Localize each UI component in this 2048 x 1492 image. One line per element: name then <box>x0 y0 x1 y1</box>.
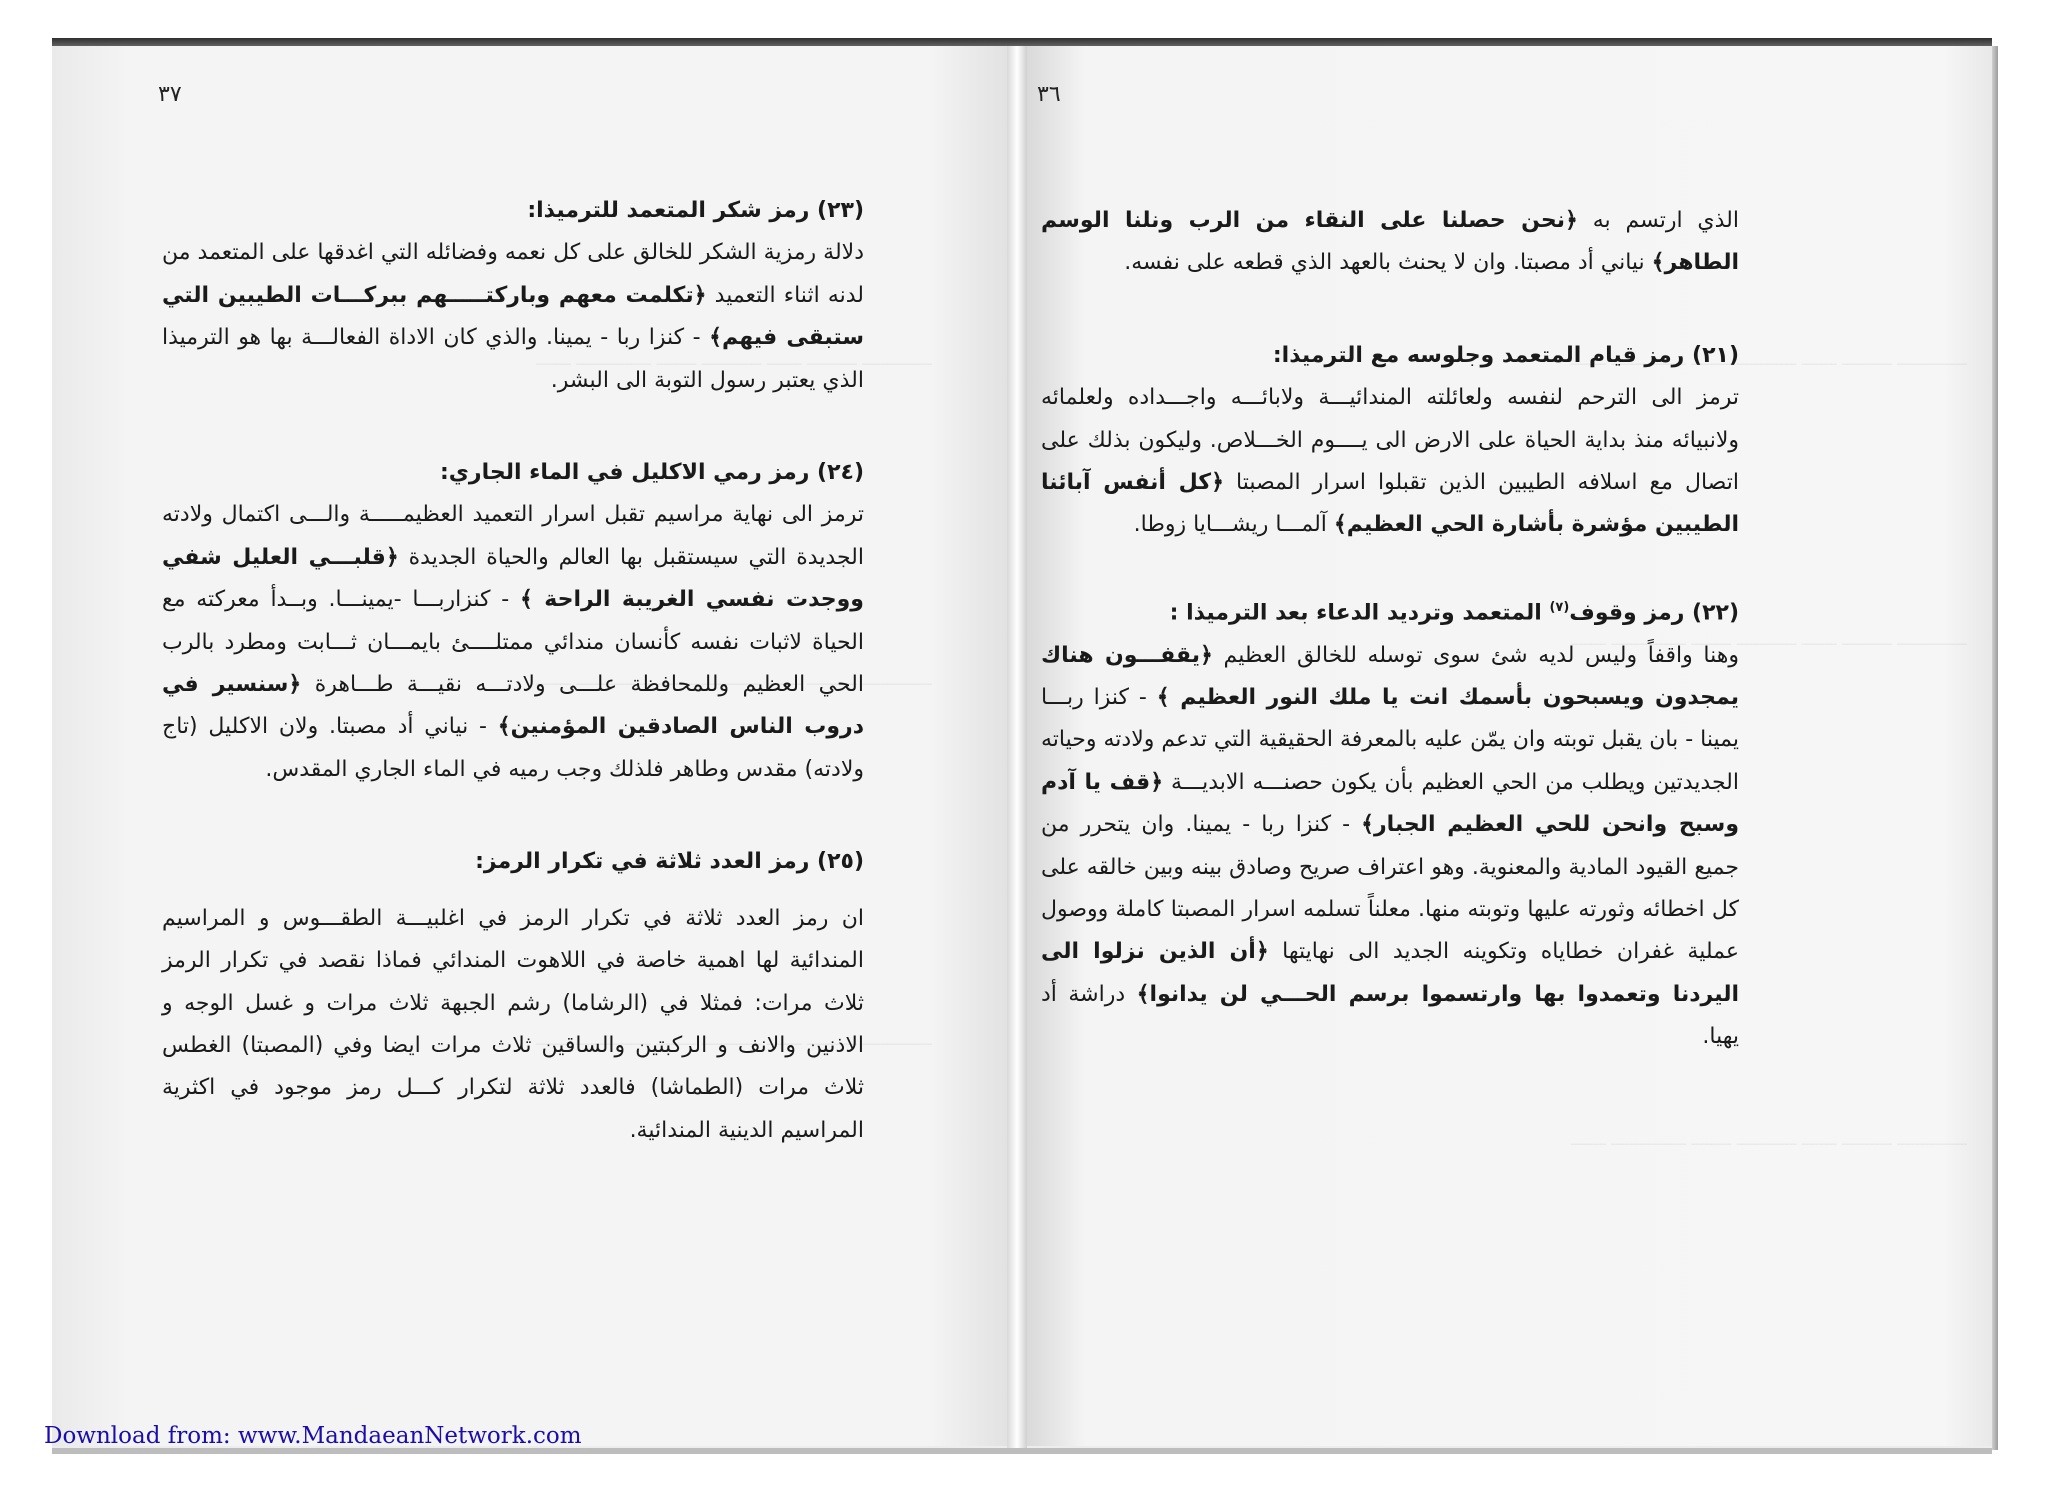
page-number-right: ٣٦ <box>1037 82 1061 107</box>
text-run: نياني أد مصبتا. وان لا يحنث بالعهد الذي قطعه على نفسه. <box>1124 250 1652 276</box>
heading-part: المتعمد وترديد الدعاء بعد الترميذا : <box>1169 600 1550 626</box>
section-heading-25: (٢٥) رمز العدد ثلاثة في تكرار الرمز: <box>475 849 864 875</box>
paragraph-25: ان رمز العدد ثلاثة في تكرار الرمز في اغلبيـــة الطقـــوس و المراسيم المندائية لها اهمية خاصة في اللاهوت المندائي فماذا نقصد في تكرار الرمز ثلاث مرات: فمثلا في (الرشاما) رشم الجبهة ثلاث مرات و غسل الوجه و الاذنين والانف و الركبتين والساقين ثلاث مرات ايضا وفي (المصبتا) الغطس ثلاث مرات (الطماشا) فالعدد ثلاثة لتكرار كـــل رمز موجود في اكثرية المراسيم الدينية المندائية. <box>162 905 864 1143</box>
quotation: ﴿أن الذين نزلوا الى اليردنا وتعمدوا بها وارتسموا برسم الحـــي لن يدانوا﴾ <box>1041 939 1739 1007</box>
text-run: - نياني أد مصبتا. ولان الاكليل (تاج ولادته) مقدس وطاهر فلذلك وجب رميه في الماء الجاري المقدس. <box>162 714 864 782</box>
text-run: وهنا واقفاً وليس لديه شئ سوى توسله للخالق العظيم <box>1212 642 1740 668</box>
quotation: ﴿قف يا آدم وسبح وانحن للحي العظيم الجبار﴾ <box>1041 769 1739 838</box>
quotation: ﴿قلبـــي العليل شفي ووجدت نفسي الغريبة الراحة ﴾ <box>162 544 864 613</box>
right-text-column <box>1041 200 1739 1059</box>
text-run: ترمز الى الترحم لنفسه ولعائلته المندائيـــة ولابائـــه واجـــداده ولعلمائه ولانبيائه منذ بداية الحياة على الارض الى يــــوم الخـــلاص. وليكون بذلك على اتصال مع اسلافه الطيبين الذين تقبلوا اسرار المصبتا <box>1041 385 1739 496</box>
bleed-through-text <box>1207 1126 1967 1154</box>
text-run: الذي ارتسم به <box>1577 208 1739 233</box>
quotation: ﴿يقفـــون هناك يمجدون ويسبحون بأسمك انت يا ملك النور العظيم ﴾ <box>1041 642 1739 710</box>
section-heading-23: (٢٣) رمز شكر المتعمد للترميذا: <box>527 198 864 223</box>
paragraph-top <box>1041 200 1739 285</box>
paragraph-21 <box>1041 377 1739 547</box>
book-gutter <box>1007 46 1027 1450</box>
section-heading-21: (٢١) رمز قيام المتعمد وجلوسه مع الترميذا: <box>1272 342 1739 368</box>
footnote-marker: (٧) <box>1549 599 1570 615</box>
page-stack-edge <box>1992 46 1998 1450</box>
left-text-column <box>162 190 864 1152</box>
text-run: - كنزا ربا - يمينا. والذي كان الاداة الفعالـــة بها هو الترميذا الذي يعتبر رسول التوبة الى البشر. <box>162 325 864 393</box>
section-heading-24: (٢٤) رمز رمي الاكليل في الماء الجاري: <box>439 460 864 486</box>
text-run: دلالة رمزية الشكر للخالق على كل نعمه وفضائله التي اغدقها على المتعمد من لدنه اثناء التعميد <box>162 240 864 308</box>
paragraph-24 <box>162 494 864 791</box>
text-run: - كنزاربـــا -يمينـــا. وبــدأ معركته مع الحياة لاثبات نفسه كأنسان مندائي ممتلــــئ بايمـــان ثـــابت ومطرد بالرب الحي العظيم وللمحافظة علـــى ولادتـــه نقيـــة طـــاهرة <box>162 587 864 698</box>
text-run: آلمـــا ريشـــايا زوطا. <box>1133 512 1334 538</box>
section-heading-22 <box>1041 587 1739 635</box>
quotation: ﴿نحن حصلنا على النقاء من الرب ونلنا الوسم الطاهر﴾ <box>1041 208 1739 276</box>
text-run: ترمز الى نهاية مراسيم تقبل اسرار التعميد العظيمـــــة والـــى اكتمال ولادته الجديدة التي سيستقبل بها العالم والحياة الجديدة <box>162 502 865 570</box>
download-link[interactable]: Download from: www.MandaeanNetwork.com <box>44 1423 582 1449</box>
text-run: دراشة أد يهيا. <box>1041 981 1739 1050</box>
text-run: - كنزا ربـــا يمينا - بان يقبل توبته وان يمّن عليه بالمعرفة الحقيقية التي تدعم ولادته وحياته الجديدتين ويطلب من الحي العظيم بأن يكون حصنـــه الابديـــة <box>1041 684 1739 795</box>
quotation: ﴿سنسير في دروب الناس الصادقين المؤمنين﴾ <box>162 672 864 740</box>
quotation: ﴿تكلمت معهم وباركتـــــهم ببركـــات الطيبين التي ستبقى فيهم﴾ <box>162 282 865 351</box>
heading-part: (٢٢) رمز وقوف <box>1569 600 1739 626</box>
page-number-left: ٣٧ <box>158 82 182 107</box>
text-run: - كنزا ربا - يمينا. وان يتحرر من جميع القيود المادية والمعنوية. وهو اعتراف صريح وصادق بينه وبين خالقه على كل اخطائه وثورته عليها وتوبته منها. معلناً تسلمه اسرار المصبتا كاملة ووصول عملية غفران خطاياه وتكوينه الجديد الى نهايتها <box>1041 812 1739 965</box>
quotation: ﴿كل أنفس آبائنا الطيبين مؤشرة بأشارة الحي العظيم﴾ <box>1041 470 1739 538</box>
paragraph-22 <box>1041 635 1739 1059</box>
paragraph-23 <box>162 232 864 402</box>
